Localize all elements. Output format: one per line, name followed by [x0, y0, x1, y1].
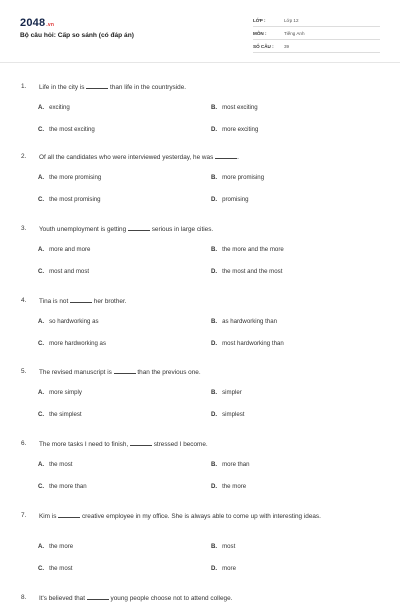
option-letter: C. [38, 565, 45, 572]
answer-blank [130, 439, 152, 446]
option-d[interactable] [211, 268, 282, 275]
question-text [39, 224, 369, 235]
question-text-before: It's believed that [39, 595, 87, 602]
option-text: promising [222, 196, 249, 203]
question-text-before: The more tasks I need to finish, [39, 441, 130, 448]
option-text: more promising [222, 174, 265, 181]
logo-text: 2048 [20, 17, 46, 29]
option-letter: A. [38, 543, 45, 550]
meta-class-row [253, 17, 380, 27]
answer-blank [215, 152, 237, 159]
option-letter: B. [211, 461, 218, 468]
option-letter: B. [211, 389, 218, 396]
option-letter: A. [38, 174, 45, 181]
option-a[interactable] [38, 104, 70, 111]
site-logo[interactable] [20, 17, 54, 29]
question-text-before: Youth unemployment is getting [39, 226, 128, 233]
question-text [39, 367, 369, 378]
answer-blank [86, 82, 108, 89]
option-letter: B. [211, 246, 218, 253]
question-text-after: . [237, 154, 239, 161]
option-text: the most and the most [222, 268, 283, 275]
question-text-after: than the previous one. [135, 369, 201, 376]
meta-count-value: 39 [284, 44, 290, 49]
option-letter: C. [38, 483, 45, 490]
question-number: 2. [21, 153, 27, 160]
option-a[interactable] [38, 246, 90, 253]
option-letter: D. [211, 483, 218, 490]
option-text: the simplest [49, 411, 82, 418]
question-number: 8. [21, 594, 27, 601]
question-text-after: creative employee in my office. She is always able to come up with interesting ideas. [80, 513, 321, 520]
question-text-before: Tina is not [39, 298, 71, 305]
option-text: simplest [222, 411, 245, 418]
meta-subject-row [253, 30, 380, 40]
option-letter: B. [211, 104, 218, 111]
option-b[interactable] [211, 543, 235, 550]
option-letter: B. [211, 174, 218, 181]
option-letter: D. [211, 411, 218, 418]
option-letter: D. [211, 126, 218, 133]
question-text-before: Life in the city is [39, 84, 87, 91]
option-letter: A. [38, 246, 45, 253]
option-text: the more promising [49, 174, 102, 181]
option-b[interactable] [211, 174, 264, 181]
question-number: 4. [21, 297, 27, 304]
option-d[interactable] [211, 126, 258, 133]
quiz-title: Bộ câu hỏi: Cấp so sánh (có đáp án) [20, 32, 134, 39]
option-b[interactable] [211, 461, 250, 468]
question-text-after: young people choose not to attend college. [108, 595, 233, 602]
header-divider [0, 62, 400, 63]
option-letter: B. [211, 543, 218, 550]
answer-blank [70, 296, 92, 303]
option-text: the most promising [49, 196, 101, 203]
option-letter: D. [211, 196, 218, 203]
option-text: exciting [49, 104, 70, 111]
question-text [39, 296, 369, 307]
option-b[interactable] [211, 104, 258, 111]
option-letter: A. [38, 104, 45, 111]
option-text: more exciting [222, 126, 259, 133]
option-text: most exciting [222, 104, 258, 111]
option-d[interactable] [211, 565, 236, 572]
question-number: 6. [21, 440, 27, 447]
option-text: more hardworking as [49, 340, 106, 347]
answer-blank [128, 224, 150, 231]
meta-count-label: SỐ CÂU : [253, 44, 274, 49]
document-header [0, 0, 400, 62]
question-text [39, 82, 369, 93]
option-letter: C. [38, 268, 45, 275]
question-text-after: than life in the countryside. [108, 84, 187, 91]
option-d[interactable] [211, 483, 246, 490]
question-text [39, 593, 369, 604]
option-letter: D. [211, 268, 218, 275]
option-text: the more [49, 543, 74, 550]
option-text: most [222, 543, 236, 550]
option-text: simpler [222, 389, 242, 396]
option-a[interactable] [38, 174, 101, 181]
option-text: so hardworking as [49, 318, 99, 325]
option-c[interactable] [38, 340, 106, 347]
option-text: the most [49, 565, 73, 572]
option-text: more and more [49, 246, 91, 253]
question-text-after: serious in large cities. [149, 226, 214, 233]
question-number: 3. [21, 225, 27, 232]
question-text-before: Kim is [39, 513, 59, 520]
option-letter: A. [38, 389, 45, 396]
logo-domain: .vn [46, 22, 55, 28]
question-text-after: stressed I become. [151, 441, 208, 448]
option-a[interactable] [38, 543, 73, 550]
question-text-before: Of all the candidates who were interviewed yesterday, he was [39, 154, 216, 161]
option-text: as hardworking than [222, 318, 277, 325]
option-text: more [222, 565, 236, 572]
option-text: more than [222, 461, 250, 468]
option-d[interactable] [211, 340, 284, 347]
answer-blank [114, 367, 136, 374]
question-number: 1. [21, 83, 27, 90]
meta-subject-label: MÔN : [253, 31, 267, 36]
option-letter: C. [38, 196, 45, 203]
option-d[interactable] [211, 411, 244, 418]
option-b[interactable] [211, 246, 284, 253]
option-a[interactable] [38, 318, 99, 325]
answer-blank [58, 511, 80, 518]
option-letter: A. [38, 318, 45, 325]
option-c[interactable] [38, 126, 95, 133]
option-text: most and most [49, 268, 90, 275]
option-letter: B. [211, 318, 218, 325]
option-c[interactable] [38, 483, 87, 490]
meta-class-label: LỚP : [253, 18, 266, 23]
option-a[interactable] [38, 389, 82, 396]
option-b[interactable] [211, 318, 277, 325]
option-text: more simply [49, 389, 82, 396]
option-text: most hardworking than [222, 340, 284, 347]
meta-subject-value: Tiếng Anh [284, 31, 305, 36]
meta-count-row [253, 43, 380, 53]
option-c[interactable] [38, 268, 89, 275]
option-text: the more than [49, 483, 87, 490]
question-number: 5. [21, 368, 27, 375]
option-letter: D. [211, 340, 218, 347]
option-letter: D. [211, 565, 218, 572]
meta-class-value: Lớp 12 [284, 18, 299, 23]
question-text-after: her brother. [92, 298, 127, 305]
option-c[interactable] [38, 565, 72, 572]
option-a[interactable] [38, 461, 72, 468]
option-letter: C. [38, 411, 45, 418]
option-b[interactable] [211, 389, 242, 396]
option-c[interactable] [38, 411, 82, 418]
option-text: the most [49, 461, 73, 468]
option-text: the most exciting [49, 126, 95, 133]
option-letter: C. [38, 340, 45, 347]
question-text-before: The revised manuscript is [39, 369, 114, 376]
answer-blank [87, 593, 109, 600]
question-text [39, 439, 369, 450]
question-text [39, 152, 369, 163]
option-d[interactable] [211, 196, 249, 203]
option-c[interactable] [38, 196, 101, 203]
option-letter: A. [38, 461, 45, 468]
option-text: the more [222, 483, 247, 490]
question-text [39, 511, 369, 522]
question-number: 7. [21, 512, 27, 519]
option-letter: C. [38, 126, 45, 133]
option-text: the more and the more [222, 246, 284, 253]
